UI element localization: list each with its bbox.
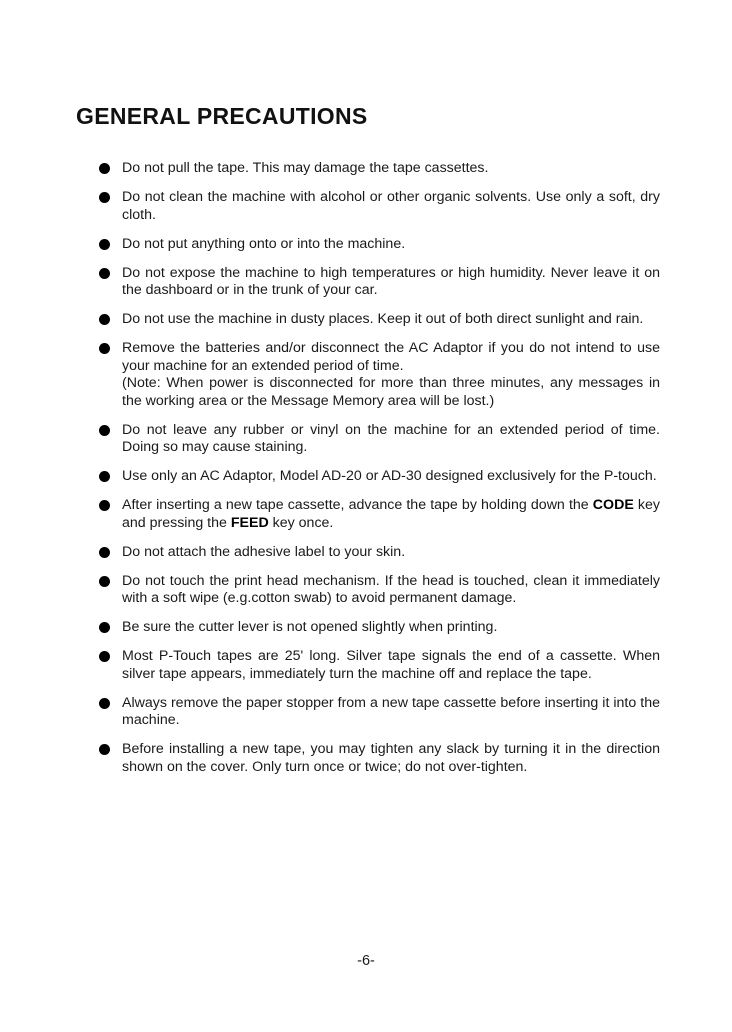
list-item [94, 468, 660, 486]
bullet-icon [99, 425, 110, 436]
code-key-label: CODE [592, 497, 634, 513]
list-item [94, 695, 660, 730]
item-note: (Note: When power is disconnected for more than three minutes, any messages in the working area or the Message Memory area will be lost.) [122, 375, 660, 409]
bullet-icon [99, 239, 110, 250]
item-text: Use only an AC Adaptor, Model AD-20 or AD-30 designed exclusively for the P-touch. [122, 468, 657, 484]
list-item [94, 619, 660, 637]
bullet-icon [99, 471, 110, 482]
bullet-icon [99, 744, 110, 755]
page-title: GENERAL PRECAUTIONS [76, 103, 368, 129]
list-item [94, 573, 660, 608]
item-text: Before installing a new tape, you may tighten any slack by turning it in the direction shown on the cover. Only turn once or twice; do not over-tighten. [122, 741, 660, 775]
list-item [94, 189, 660, 224]
list-item [94, 160, 660, 178]
list-item [94, 340, 660, 410]
item-text-part: After inserting a new tape cassette, advance the tape by holding down the [122, 497, 593, 513]
item-text-part: key once. [268, 514, 334, 531]
list-item [94, 497, 660, 532]
item-text: Do not use the machine in dusty places. Keep it out of both direct sunlight and rain. [122, 311, 644, 327]
list-item [94, 544, 660, 562]
item-text: Do not leave any rubber or vinyl on the machine for an extended period of time. Doing so may cause staining. [122, 421, 660, 455]
bullet-icon [99, 268, 110, 279]
list-item [94, 741, 660, 776]
feed-key-label: FEED [230, 514, 269, 531]
item-text: Do not pull the tape. This may damage the tape cassettes. [122, 160, 489, 176]
item-text: Always remove the paper stopper from a new tape cassette before inserting it into the machine. [122, 694, 660, 728]
item-text: Do not attach the adhesive label to your skin. [122, 543, 406, 560]
bullet-icon [99, 163, 110, 174]
list-item [94, 648, 660, 683]
item-text: Do not expose the machine to high temperatures or high humidity. Never leave it on the dashboard or in the trunk of your car. [122, 264, 660, 298]
list-item [94, 265, 660, 300]
bullet-icon [99, 651, 110, 662]
list-item [94, 422, 660, 457]
bullet-icon [99, 192, 110, 203]
item-text: Do not put anything onto or into the machine. [122, 235, 406, 252]
bullet-icon [99, 622, 110, 633]
list-item [94, 236, 660, 254]
bullet-icon [99, 576, 110, 587]
bullet-icon [99, 698, 110, 709]
precautions-list [94, 160, 660, 788]
item-text: Be sure the cutter lever is not opened slightly when printing. [122, 619, 498, 635]
bullet-icon [99, 314, 110, 325]
page-number: -6- [357, 953, 375, 969]
item-text: Do not touch the print head mechanism. If the head is touched, clean it immediately with a soft wipe (e.g.cotton swab) to avoid permanent damage. [122, 572, 660, 606]
item-text-part: key and pressing the [122, 497, 660, 531]
bullet-icon [99, 343, 110, 354]
item-text: Most P-Touch tapes are 25' long. Silver tape signals the end of a cassette. When silver tape appears, immediately turn the machine off and replace the tape. [122, 648, 660, 682]
bullet-icon [99, 500, 110, 511]
list-item [94, 311, 660, 329]
bullet-icon [99, 547, 110, 558]
item-text: Remove the batteries and/or disconnect the AC Adaptor if you do not intend to use your machine for an extended period of time. [122, 340, 660, 374]
item-text: Do not clean the machine with alcohol or other organic solvents. Use only a soft, dry cloth. [122, 189, 660, 223]
